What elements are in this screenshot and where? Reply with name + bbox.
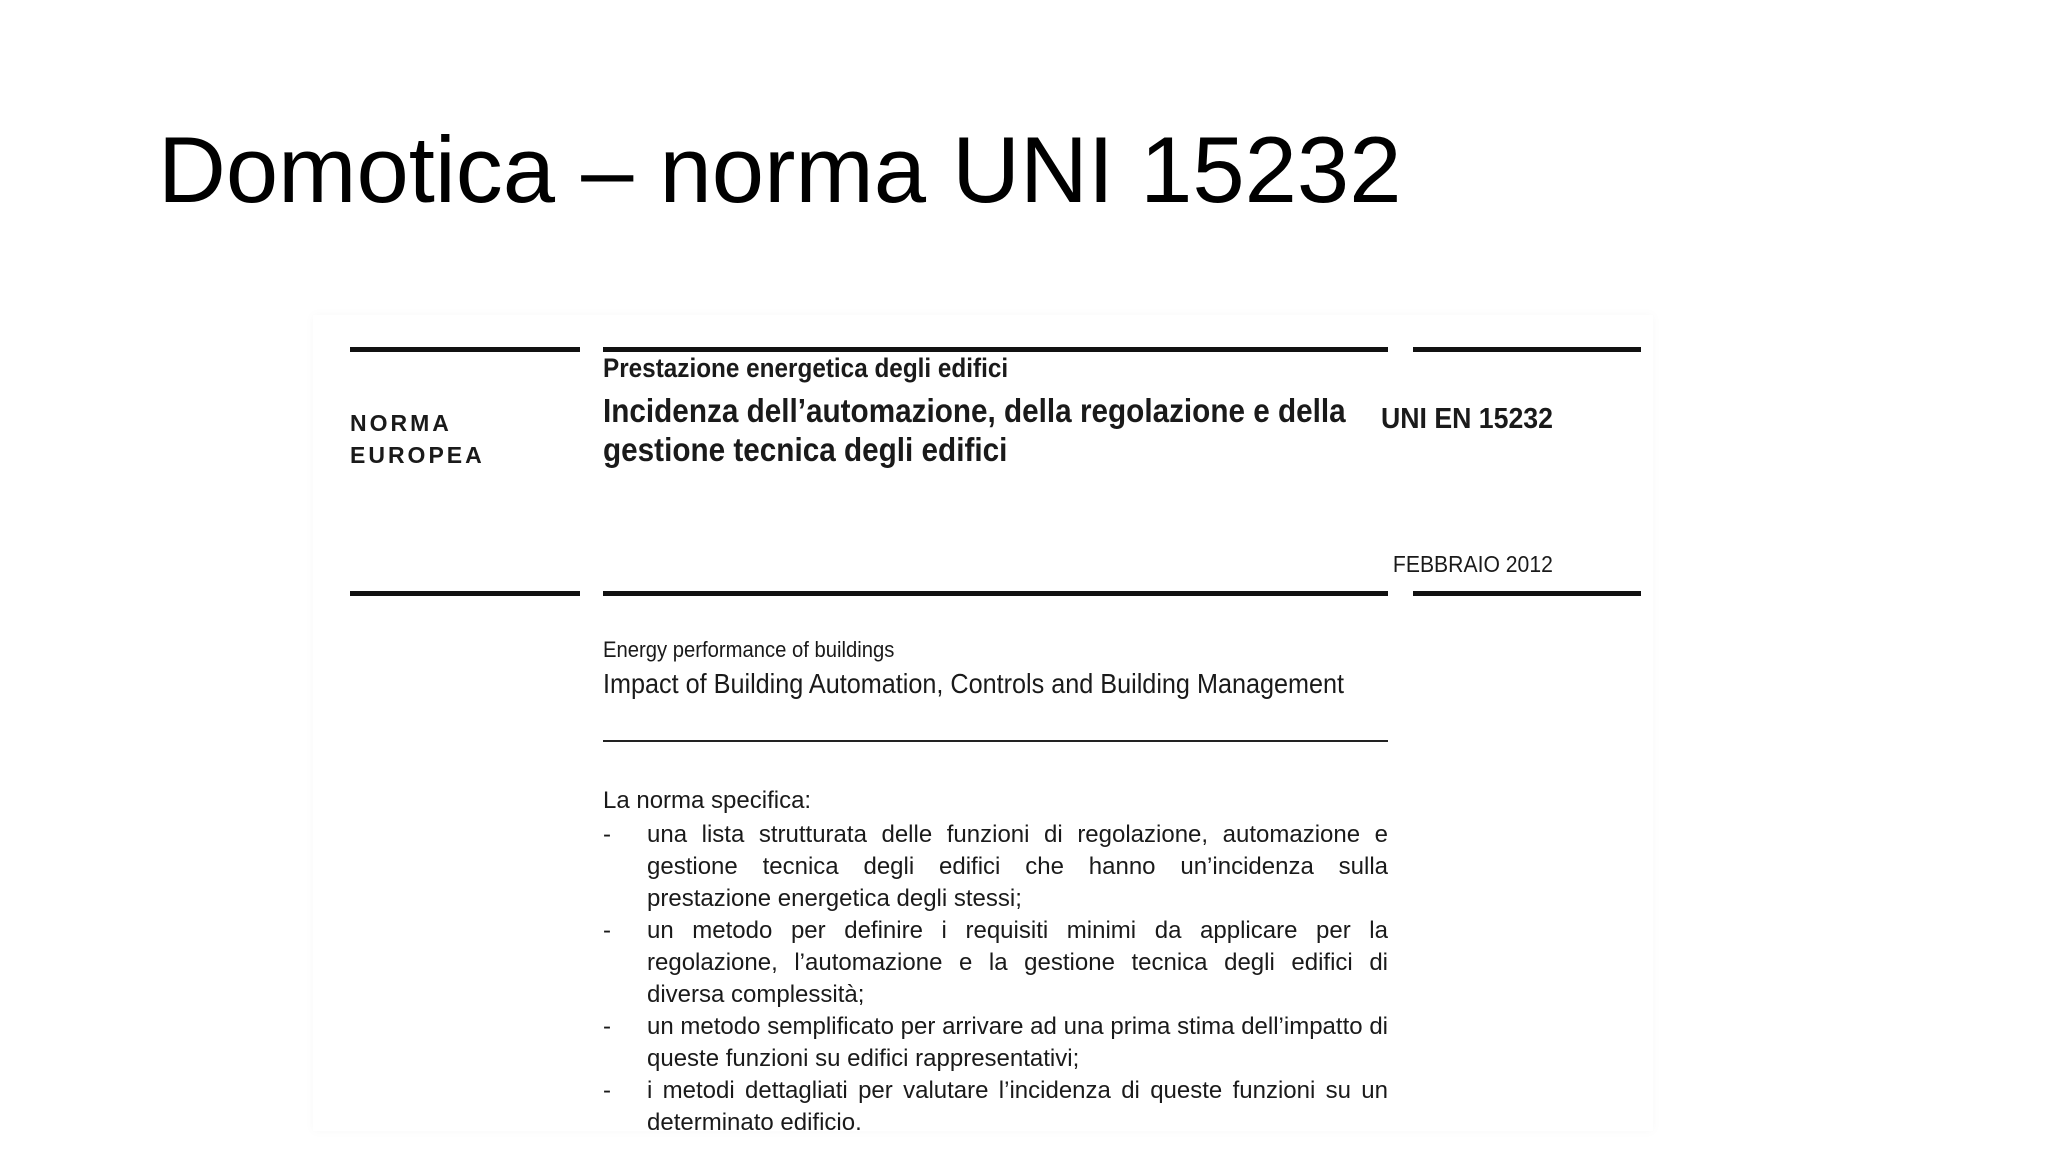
scope-item-text: una lista strutturata delle funzioni di regolazione, automazione e gestione tecnica degli edifici che hanno un’incidenza sulla prestazione energetica degli stessi;: [647, 821, 1388, 912]
english-title: Impact of Building Automation, Controls and Building Management: [603, 668, 1345, 699]
slide-title: Domotica – norma UNI 15232: [158, 117, 1402, 222]
standard-cover-image: [313, 315, 1653, 1136]
italian-title: Incidenza dell’automazione, della regolazione e della gestione tecnica degli edifici: [603, 392, 1346, 468]
standard-date: FEBBRAIO 2012: [1393, 551, 1553, 577]
italian-subject: Prestazione energetica degli edifici: [603, 353, 1009, 383]
english-subject: Energy performance of buildings: [603, 637, 895, 662]
norma-europea-label: [350, 407, 485, 471]
bullet-dash: -: [603, 1077, 611, 1104]
scope-item: [603, 915, 1388, 1011]
scope-item: [603, 819, 1388, 915]
norma-label-line1: NORMA: [350, 410, 452, 436]
top-rule-center: [603, 347, 1388, 352]
separator-rule: [603, 740, 1388, 742]
bullet-dash: -: [603, 917, 611, 944]
scope-intro: La norma specifica:: [603, 787, 812, 814]
scope-item-text: un metodo per definire i requisiti minimi da applicare per la regolazione, l’automazione e la gestione tecnica degli edifici di diversa complessità;: [647, 917, 1388, 1008]
top-rule-left: [350, 347, 580, 352]
bullet-dash: -: [603, 821, 611, 848]
norma-label-line2: EUROPEA: [350, 442, 485, 468]
mid-rule-left: [350, 591, 580, 596]
top-rule-right: [1413, 347, 1641, 352]
mid-rule-right: [1413, 591, 1641, 596]
scope-item-text: i metodi dettagliati per valutare l’incidenza di queste funzioni su un determinato edificio.: [647, 1077, 1388, 1136]
standard-code: UNI EN 15232: [1380, 403, 1553, 435]
scope-list: [603, 819, 1388, 1139]
bullet-dash: -: [603, 1013, 611, 1040]
scope-item-text: un metodo semplificato per arrivare ad una prima stima dell’impatto di queste funzioni su edifici rappresentativi;: [647, 1013, 1388, 1072]
mid-rule-center: [603, 591, 1388, 596]
scope-item: [603, 1075, 1388, 1139]
scope-item: [603, 1011, 1388, 1075]
